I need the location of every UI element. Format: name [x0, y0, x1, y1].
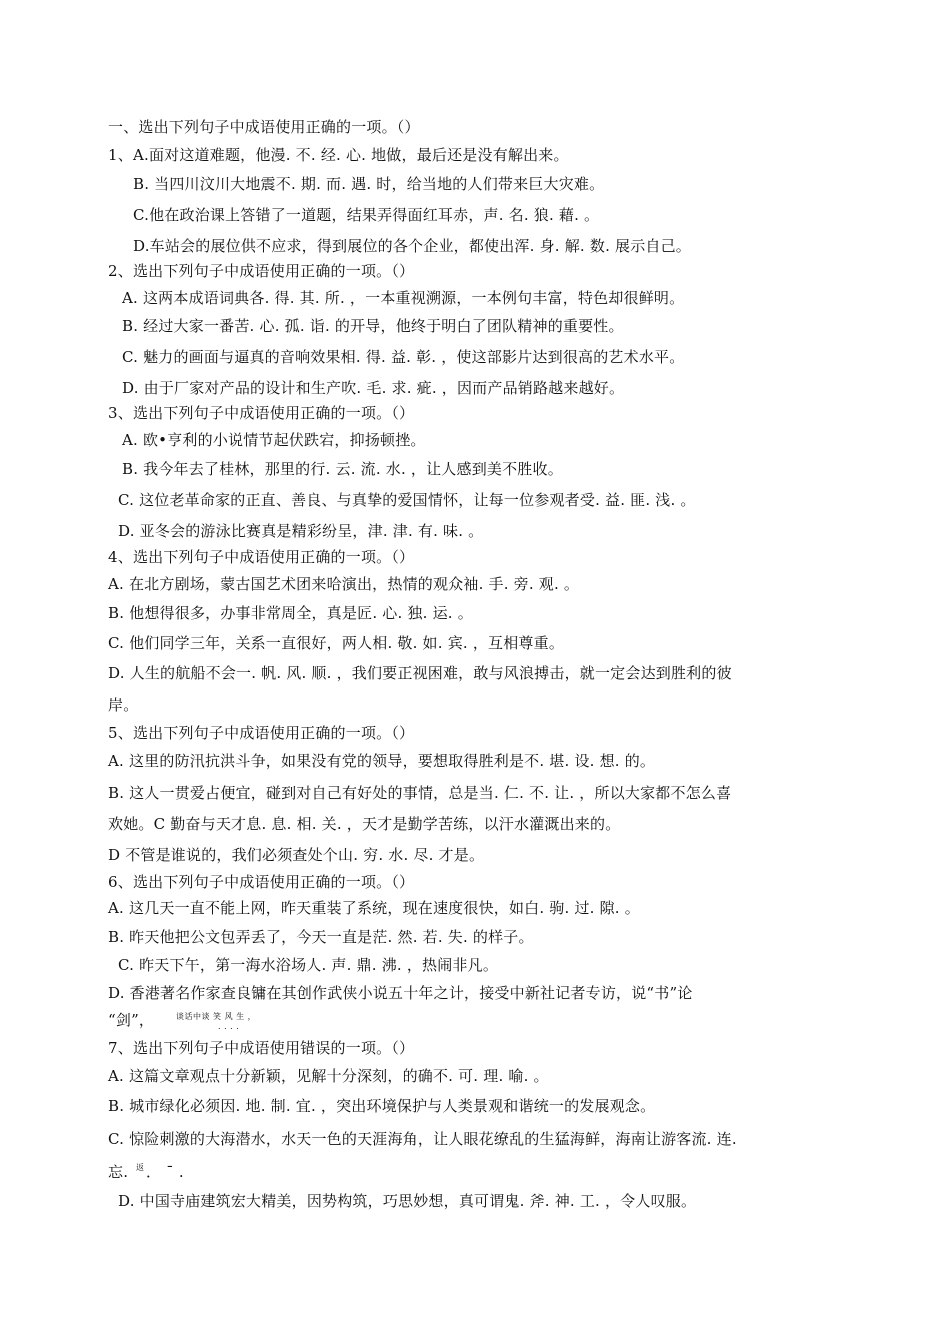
section-heading: 一、选出下列句子中成语使用正确的一项。（）: [108, 118, 420, 136]
q4-stem: 4、选出下列句子中成语使用正确的一项。（）: [108, 548, 415, 566]
q3-option-a: A. 欧•亨利的小说情节起伏跌宕，抑扬顿挫。: [122, 431, 426, 449]
q3-option-b: B. 我今年去了桂林，那里的行. 云. 流. 水. ，让人感到美不胜收。: [122, 460, 563, 478]
q2-stem: 2、选出下列句子中成语使用正确的一项。（）: [108, 262, 415, 280]
q6-stem: 6、选出下列句子中成语使用正确的一项。（）: [108, 873, 415, 891]
q7-option-c-small-text: 返: [136, 1163, 145, 1172]
q1-option-a: 1、A.面对这道难题，他漫. 不. 经. 心. 地做，最后还是没有解出来。: [108, 146, 569, 164]
q2-option-c: C. 魅力的画面与逼真的音响效果相. 得. 益. 彰. ，使这部影片达到很高的艺术水平。: [122, 348, 685, 366]
q2-option-a: A. 这两本成语词典各. 得. 其. 所. ，一本重视溯源，一本例句丰富，特色却很鲜明。: [122, 289, 685, 307]
q5-option-a: A. 这里的防汛抗洪斗争，如果没有党的领导，要想取得胜利是不. 堪. 设. 想. 的。: [108, 752, 656, 770]
q6-option-d-emphasis-dots: . . . .: [218, 1022, 240, 1031]
q6-option-d-small-text: 谈话中谈 笑 风 生 ，: [176, 1012, 257, 1021]
q1-option-b: B. 当四川汶川大地震不. 期. 而. 遇. 时，给当地的人们带来巨大灾难。: [133, 175, 605, 193]
q4-option-a: A. 在北方剧场，蒙古国艺术团来哈演出，热情的观众袖. 手. 旁. 观. 。: [108, 575, 580, 593]
q6-option-d: D. 香港著名作家查良镛在其创作武侠小说五十年之计，接受中新社记者专访，说“书”论: [108, 984, 693, 1002]
q7-option-d: D. 中国寺庙建筑宏大精美，因势构筑，巧思妙想，真可谓鬼. 斧. 神. 工. ，令人叹服。: [118, 1192, 697, 1210]
q2-option-d: D. 由于厂家对产品的设计和生产吹. 毛. 求. 疵. ，因而产品销路越来越好。: [122, 379, 625, 397]
q5-option-b-continued: 欢她。C 勤奋与天才息. 息. 相. 关. ，天才是勤学苦练，以汗水灌溉出来的。: [108, 815, 621, 833]
q1-option-d: D.车站会的展位供不应求，得到展位的各个企业，都使出浑. 身. 解. 数. 展示自己。: [133, 237, 692, 255]
q4-option-d-continued: 岸。: [108, 696, 139, 714]
q3-option-d: D. 亚冬会的游泳比赛真是精彩纷呈，津. 津. 有. 味. 。: [118, 522, 484, 540]
q6-option-b: B. 昨天他把公文包弄丢了，今天一直是茫. 然. 若. 失. 的样子。: [108, 928, 534, 946]
q1-option-c: C.他在政治课上答错了一道题，结果弄得面红耳赤，声. 名. 狼. 藉. 。: [133, 206, 600, 224]
q4-option-b: B. 他想得很多，办事非常周全，真是匠. 心. 独. 运. 。: [108, 604, 473, 622]
q5-stem: 5、选出下列句子中成语使用正确的一项。（）: [108, 724, 415, 742]
q7-option-c-trailing-marks: ． ˉ .: [146, 1163, 184, 1181]
q5-option-d: D 不管是谁说的，我们必须查处个山. 穷. 水. 尽. 才是。: [108, 846, 485, 864]
q2-option-b: B. 经过大家一番苦. 心. 孤. 诣. 的开导，他终于明白了团队精神的重要性。: [122, 317, 624, 335]
q4-option-c: C. 他们同学三年，关系一直很好，两人相. 敬. 如. 宾. ，互相尊重。: [108, 634, 565, 652]
q7-option-a: A. 这篇文章观点十分新颖，见解十分深刻，的确不. 可. 理. 喻. 。: [108, 1067, 549, 1085]
q7-option-b: B. 城市绿化必须因. 地. 制. 宜. ，突出环境保护与人类景观和谐统一的发展观念。: [108, 1097, 656, 1115]
q7-option-c: C. 惊险刺激的大海潜水，水天一色的天涯海角，让人眼花缭乱的生猛海鲜，海南让游客流. 连.: [108, 1130, 737, 1148]
q6-option-c: C. 昨天下午，第一海水浴场人. 声. 鼎. 沸. ，热闹非凡。: [118, 956, 499, 974]
q3-stem: 3、选出下列句子中成语使用正确的一项。（）: [108, 404, 415, 422]
q5-option-b: B. 这人一贯爱占便宜，碰到对自己有好处的事情，总是当. 仁. 不. 让. ，所以大家都不怎么喜: [108, 784, 732, 802]
q3-option-c: C. 这位老革命家的正直、善良、与真挚的爱国情怀，让每一位参观者受. 益. 匪. 浅. 。: [118, 491, 696, 509]
q6-option-d-continued: “剑”，: [108, 1011, 155, 1029]
q6-option-a: A. 这几天一直不能上网，昨天重装了系统，现在速度很快，如白. 驹. 过. 隙. 。: [108, 899, 640, 917]
q4-option-d: D. 人生的航船不会一. 帆. 风. 顺. ，我们要正视困难，敢与风浪搏击，就一定会达到胜利的彼: [108, 664, 732, 682]
q7-stem: 7、选出下列句子中成语使用错误的一项。（）: [108, 1039, 415, 1057]
q7-option-c-continued: 忘.: [108, 1163, 129, 1181]
